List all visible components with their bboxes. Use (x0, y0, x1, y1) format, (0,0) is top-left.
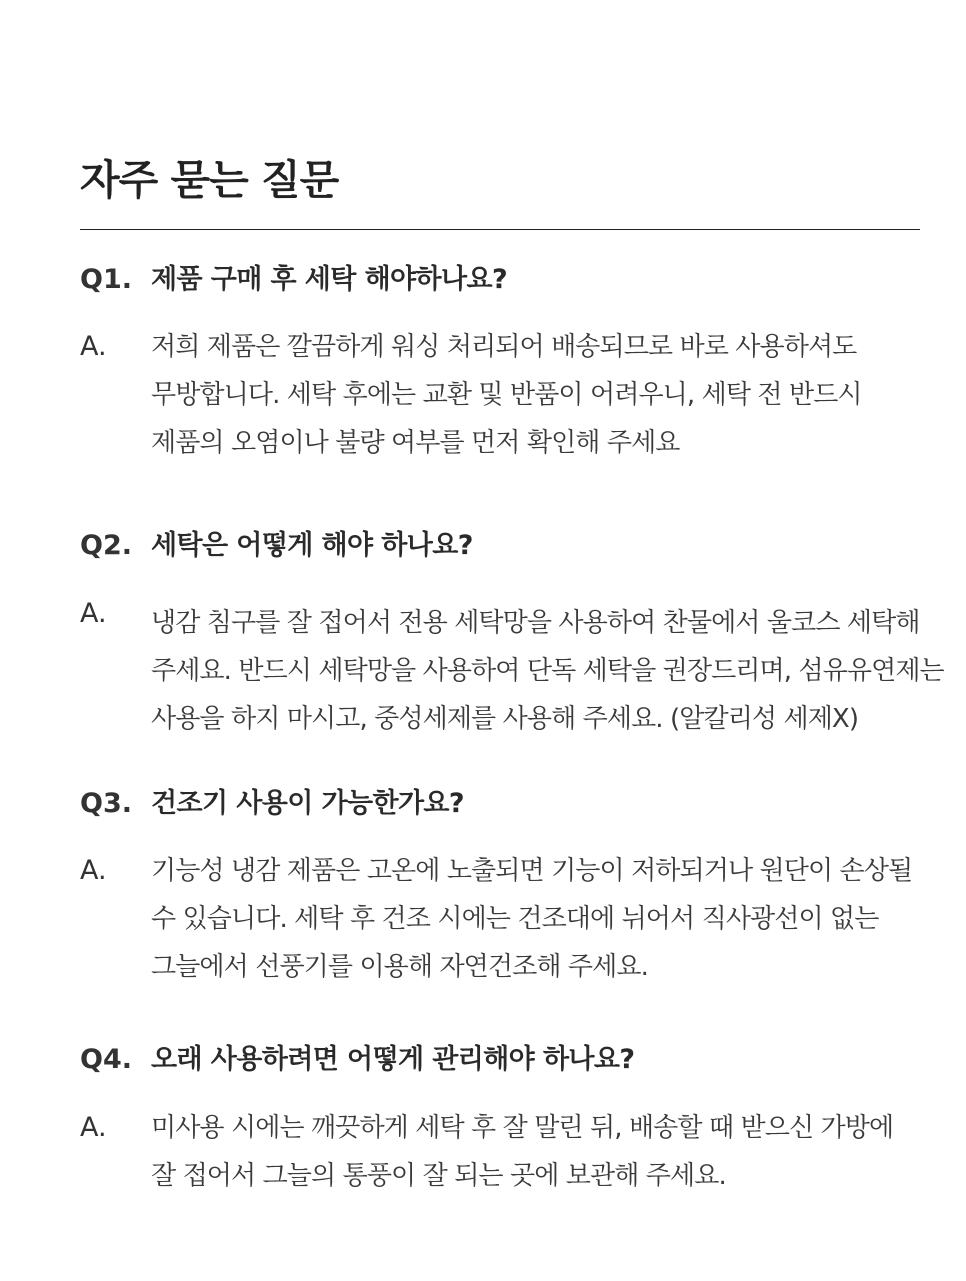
title-divider (80, 229, 920, 230)
answer-marker: A. (80, 1112, 107, 1143)
question-marker: Q2. (80, 530, 132, 561)
question-marker: Q3. (80, 788, 132, 819)
answer-line: 저희 제품은 깔끔하게 워싱 처리되어 배송되므로 바로 사용하셔도 (151, 332, 857, 362)
answer-line: 수 있습니다. 세탁 후 건조 시에는 건조대에 뉘어서 직사광선이 없는 (151, 904, 879, 934)
answer-line: 주세요. 반드시 세탁망을 사용하여 단독 세탁을 권장드리며, 섬유유연제는 (151, 656, 944, 686)
answer-line: 무방합니다. 세탁 후에는 교환 및 반품이 어려우니, 세탁 전 반드시 (151, 380, 862, 410)
answer-line: 냉감 침구를 잘 접어서 전용 세탁망을 사용하여 찬물에서 울코스 세탁해 (151, 608, 920, 638)
answer-line: 기능성 냉감 제품은 고온에 노출되면 기능이 저하되거나 원단이 손상될 (151, 856, 913, 886)
question-text: 건조기 사용이 가능한가요? (151, 788, 464, 819)
question-marker: Q4. (80, 1044, 132, 1075)
answer-line: 제품의 오염이나 불량 여부를 먼저 확인해 주세요 (151, 428, 680, 458)
answer-line: 그늘에서 선풍기를 이용해 자연건조해 주세요. (151, 952, 648, 982)
question-text: 제품 구매 후 세탁 해야하나요? (151, 264, 508, 295)
answer-line: 사용을 하지 마시고, 중성세제를 사용해 주세요. (알칼리성 세제X) (151, 704, 859, 734)
question-text: 세탁은 어떻게 해야 하나요? (151, 530, 473, 561)
answer-line: 미사용 시에는 깨끗하게 세탁 후 잘 말린 뒤, 배송할 때 받으신 가방에 (151, 1113, 894, 1143)
answer-marker: A. (80, 331, 107, 362)
page-title: 자주 묻는 질문 (80, 156, 339, 204)
question-marker: Q1. (80, 264, 132, 295)
answer-line: 잘 접어서 그늘의 통풍이 잘 되는 곳에 보관해 주세요. (151, 1161, 726, 1191)
answer-marker: A. (80, 598, 107, 629)
question-text: 오래 사용하려면 어떻게 관리해야 하나요? (151, 1044, 635, 1075)
answer-marker: A. (80, 855, 107, 886)
